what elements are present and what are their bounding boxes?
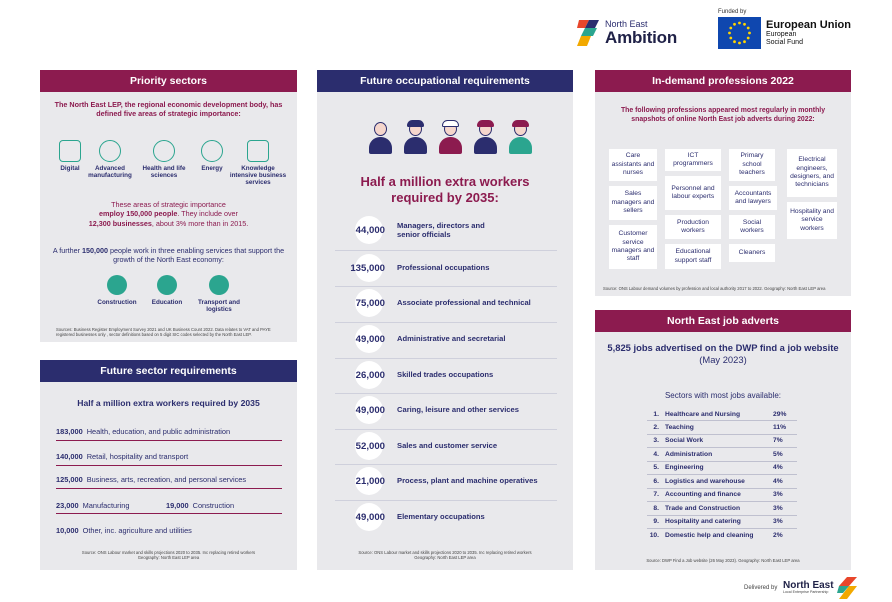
row-num: 183,000: [56, 427, 83, 436]
profession-box: Hospitality and service workers: [787, 202, 837, 239]
row-rank: 10.: [649, 532, 659, 539]
source-line-1: Sources: Business Register Employment Survey 2021 and UK Business Count 2022. Data relates to VAT and PAYE: [56, 327, 271, 332]
occupational-source: [317, 550, 573, 561]
enabling-education: [138, 275, 196, 306]
jobs-subhead: Sectors with most jobs available:: [664, 391, 782, 400]
profession-box: Social workers: [729, 215, 775, 239]
divider: [335, 500, 557, 501]
divider: [647, 528, 797, 529]
person-officer-icon: [402, 120, 429, 154]
row-num: 75,000: [355, 297, 385, 309]
logo-small-text: North East: [605, 19, 648, 29]
lep-name: North East: [783, 580, 834, 592]
headline-tail: (May 2023): [699, 353, 747, 365]
hard-hat-icon: [107, 275, 127, 295]
north-east-lep-logo: [783, 577, 857, 599]
enabling-transport: [190, 275, 248, 313]
source-line-1: Source: ONS Labour market and skills projections 2020 to 2035. Inc replacing retired workers: [81, 550, 256, 555]
row-pct: 3%: [773, 491, 783, 498]
lep-sub: Local Enterprise Partnership: [783, 590, 829, 595]
row-num: 10,000: [56, 526, 79, 535]
divider: [647, 488, 797, 489]
panel-title: Future occupational requirements: [317, 70, 573, 92]
headline-line-2: required by 2035:: [391, 190, 499, 206]
divider: [56, 488, 282, 489]
demand-source: Source: ONS Labour demand volumes by profession and local authority 2017 to 2022. Geography: North East LEP area: [603, 286, 826, 291]
stat-text: [52, 200, 285, 228]
row-pct: 7%: [773, 437, 783, 444]
row-label: Caring, leisure and other services: [397, 405, 519, 415]
occupation-row: [335, 467, 557, 495]
row-label: Elementary occupations: [397, 512, 485, 522]
profession-box: Electrical engineers, designers, and technicians: [787, 149, 837, 197]
health-icon: [153, 140, 175, 162]
row-label: Engineering: [665, 464, 704, 471]
occupation-row: [335, 361, 557, 389]
sector-label: Health and life sciences: [142, 165, 186, 180]
divider: [335, 358, 557, 359]
in-demand-panel: [595, 70, 851, 296]
ambition-logo-mark-icon: [577, 18, 599, 48]
row-label: Healthcare and Nursing: [665, 411, 741, 418]
stat-b: . They include over: [177, 209, 238, 219]
row-label: Other, inc. agriculture and utilities: [82, 526, 192, 535]
row-rank: 4.: [653, 451, 659, 458]
lep-logo-mark-icon: [837, 577, 857, 599]
future-sector-panel: [40, 360, 297, 570]
laptop-icon: [59, 140, 81, 162]
stat-b-bold: employ 150,000 people: [99, 209, 178, 219]
row-rank: 2.: [653, 424, 659, 431]
row-label: Social Work: [665, 437, 704, 444]
occupation-row: [335, 432, 557, 460]
headline-bold: 5,825 jobs advertised on the DWP find a job website: [607, 342, 839, 353]
enabling-label: Construction: [97, 299, 137, 306]
sector-label: Knowledge intensive business services: [229, 165, 287, 187]
priority-source: [56, 327, 271, 338]
divider: [56, 440, 282, 441]
future-sector-row: [56, 475, 246, 484]
further-text: [52, 246, 285, 265]
job-adverts-panel: [595, 310, 851, 570]
row-label: Accounting and finance: [665, 491, 741, 498]
row-rank: 1.: [653, 411, 659, 418]
delivered-by-label: Delivered by: [744, 585, 778, 591]
profession-box: ICT programmers: [665, 149, 721, 171]
row-rank: 5.: [653, 464, 659, 471]
divider: [335, 322, 557, 323]
future-sector-row: [56, 501, 129, 510]
row-label: Process, plant and machine operatives: [397, 476, 538, 486]
row-num: 19,000: [166, 501, 189, 510]
stat-a: These areas of strategic importance: [111, 200, 226, 209]
row-label: Health, education, and public administration: [86, 427, 231, 436]
panel-title: Priority sectors: [40, 70, 297, 92]
row-rank: 6.: [653, 478, 659, 485]
north-east-ambition-logo: [577, 17, 677, 49]
row-num: 125,000: [56, 475, 83, 484]
divider: [335, 286, 557, 287]
headline-line-1: Half a million extra workers: [360, 174, 530, 189]
sector-label: Advanced manufacturing: [88, 165, 132, 180]
jobs-headline: [605, 342, 841, 366]
workers-illustration: [367, 120, 534, 154]
divider: [335, 429, 557, 430]
divider: [647, 447, 797, 448]
divider: [335, 464, 557, 465]
row-label: Logistics and warehouse: [665, 478, 745, 485]
person-chef-icon: [437, 120, 464, 154]
future-sector-row: [56, 427, 230, 436]
row-num: 44,000: [355, 224, 385, 236]
row-pct: 4%: [773, 464, 783, 471]
future-sector-source: [40, 550, 297, 561]
profession-box: Cleaners: [729, 244, 775, 262]
row-num: 49,000: [355, 404, 385, 416]
row-label: Construction: [192, 501, 235, 510]
row-pct: 11%: [773, 424, 787, 431]
jobs-source: Source: DWP Find a Job website (26 May 2023). Geography: North East LEP area: [646, 558, 800, 563]
row-rank: 7.: [653, 491, 659, 498]
graduation-cap-icon: [157, 275, 177, 295]
person-businesswoman-icon: [367, 120, 394, 154]
profession-box: Personnel and labour experts: [665, 176, 721, 210]
panel-title: Future sector requirements: [40, 360, 297, 382]
source-line-2: registered businesses only , sector definitions based on 5 digit SIC codes selected by the North East LEP.: [56, 332, 252, 338]
panel-title: In-demand professions 2022: [595, 70, 851, 92]
occupation-row: [335, 396, 557, 424]
priority-sectors-panel: [40, 70, 297, 342]
occupation-row: [335, 216, 557, 244]
row-pct: 3%: [773, 518, 783, 525]
sector-label: Energy: [201, 165, 223, 172]
row-label: Skilled trades occupations: [397, 370, 494, 380]
sector-knowledge-services: [228, 140, 288, 187]
eu-sub-2: Social Fund: [766, 38, 803, 46]
row-label: Hospitality and catering: [665, 518, 741, 525]
person-builder-icon: [472, 120, 499, 154]
stat-c: , about 3% more than in 2015.: [151, 218, 249, 228]
row-label: Sales and customer service: [397, 441, 498, 451]
future-sector-row: [56, 526, 192, 535]
profession-box: Sales managers and sellers: [609, 186, 657, 220]
row-num: 49,000: [355, 333, 385, 345]
future-sector-row: [56, 452, 188, 461]
eu-logo: [718, 17, 851, 49]
further-bold: 150,000: [81, 246, 108, 255]
occupation-row: [335, 325, 557, 353]
profession-box: Educational support staff: [665, 244, 721, 269]
row-label: Teaching: [665, 424, 694, 431]
further-b: people work in three enabling services that support the growth of the North East economy:: [107, 246, 285, 265]
source-line-2: Geography: North East LEP area: [414, 555, 476, 561]
row-pct: 4%: [773, 478, 783, 485]
profession-box: Customer service managers and staff: [609, 225, 657, 269]
divider: [647, 461, 797, 462]
row-pct: 3%: [773, 505, 783, 512]
eu-flag-icon: [718, 17, 761, 49]
wind-turbine-icon: [201, 140, 223, 162]
divider: [56, 465, 282, 466]
row-num: 26,000: [355, 369, 385, 381]
row-label: Administrative and secretarial: [397, 334, 506, 344]
divider: [335, 393, 557, 394]
profession-box: Care assistants and nurses: [609, 149, 657, 181]
row-label: Business, arts, recreation, and personal services: [86, 475, 247, 484]
future-sector-headline: Half a million extra workers required by 2035: [77, 398, 260, 408]
divider: [647, 434, 797, 435]
sector-advanced-manufacturing: [80, 140, 140, 179]
row-num: 21,000: [355, 475, 385, 487]
funded-by-label: Funded by: [718, 9, 747, 15]
row-label: Managers, directors and senior officials: [397, 220, 485, 239]
enabling-label: Transport and logistics: [198, 299, 240, 314]
row-rank: 9.: [653, 518, 659, 525]
row-rank: 3.: [653, 437, 659, 444]
person-scientist-icon: [507, 120, 534, 154]
divider: [647, 474, 797, 475]
row-num: 140,000: [56, 452, 83, 461]
row-rank: 8.: [653, 505, 659, 512]
future-sector-row: [166, 501, 234, 510]
divider: [335, 250, 557, 251]
row-label: Manufacturing: [82, 501, 130, 510]
priority-intro: The North East LEP, the regional economic development body, has defined five areas of strategic importance:: [54, 100, 283, 119]
enabling-label: Education: [151, 299, 183, 306]
truck-icon: [209, 275, 229, 295]
occupational-panel: [317, 70, 573, 570]
divider: [647, 420, 797, 421]
occupation-row: [335, 503, 557, 531]
row-num: 52,000: [355, 440, 385, 452]
row-label: Professional occupations: [397, 263, 490, 273]
row-label: Domestic help and cleaning: [665, 532, 754, 539]
row-pct: 2%: [773, 532, 783, 539]
eu-name: European Union: [766, 18, 851, 31]
occupation-row: [335, 254, 557, 282]
row-num: 49,000: [355, 511, 385, 523]
row-num: 135,000: [350, 262, 385, 274]
occupational-headline: [337, 174, 553, 207]
row-label: Retail, hospitality and transport: [86, 452, 189, 461]
profession-box: Production workers: [665, 215, 721, 239]
panel-title: North East job adverts: [595, 310, 851, 332]
source-line-1: Source: ONS Labour market and skills projections 2020 to 2035. Inc replacing retired workers: [358, 550, 532, 555]
row-pct: 5%: [773, 451, 783, 458]
eu-sub-1: European: [766, 31, 797, 39]
sector-label: Digital: [60, 165, 80, 172]
chart-icon: [247, 140, 269, 162]
row-pct: 29%: [773, 411, 787, 418]
profession-box: Primary school teachers: [729, 149, 775, 181]
cogs-icon: [99, 140, 121, 162]
profession-box: Accountants and lawyers: [729, 186, 777, 210]
stat-c-bold: 12,300 businesses: [88, 218, 152, 228]
further-a: A further: [52, 246, 82, 255]
logo-big-text: Ambition: [605, 28, 678, 47]
row-num: 23,000: [56, 501, 79, 510]
row-label: Associate professional and technical: [397, 298, 531, 308]
demand-intro: The following professions appeared most regularly in monthly snapshots of online North East job adverts during 2022:: [620, 107, 826, 123]
occupation-row: [335, 289, 557, 317]
divider: [56, 513, 282, 514]
row-label: Administration: [665, 451, 713, 458]
row-label: Trade and Construction: [665, 505, 741, 512]
divider: [647, 501, 797, 502]
divider: [647, 515, 797, 516]
source-line-2: Geography: North East LEP area: [137, 555, 200, 561]
